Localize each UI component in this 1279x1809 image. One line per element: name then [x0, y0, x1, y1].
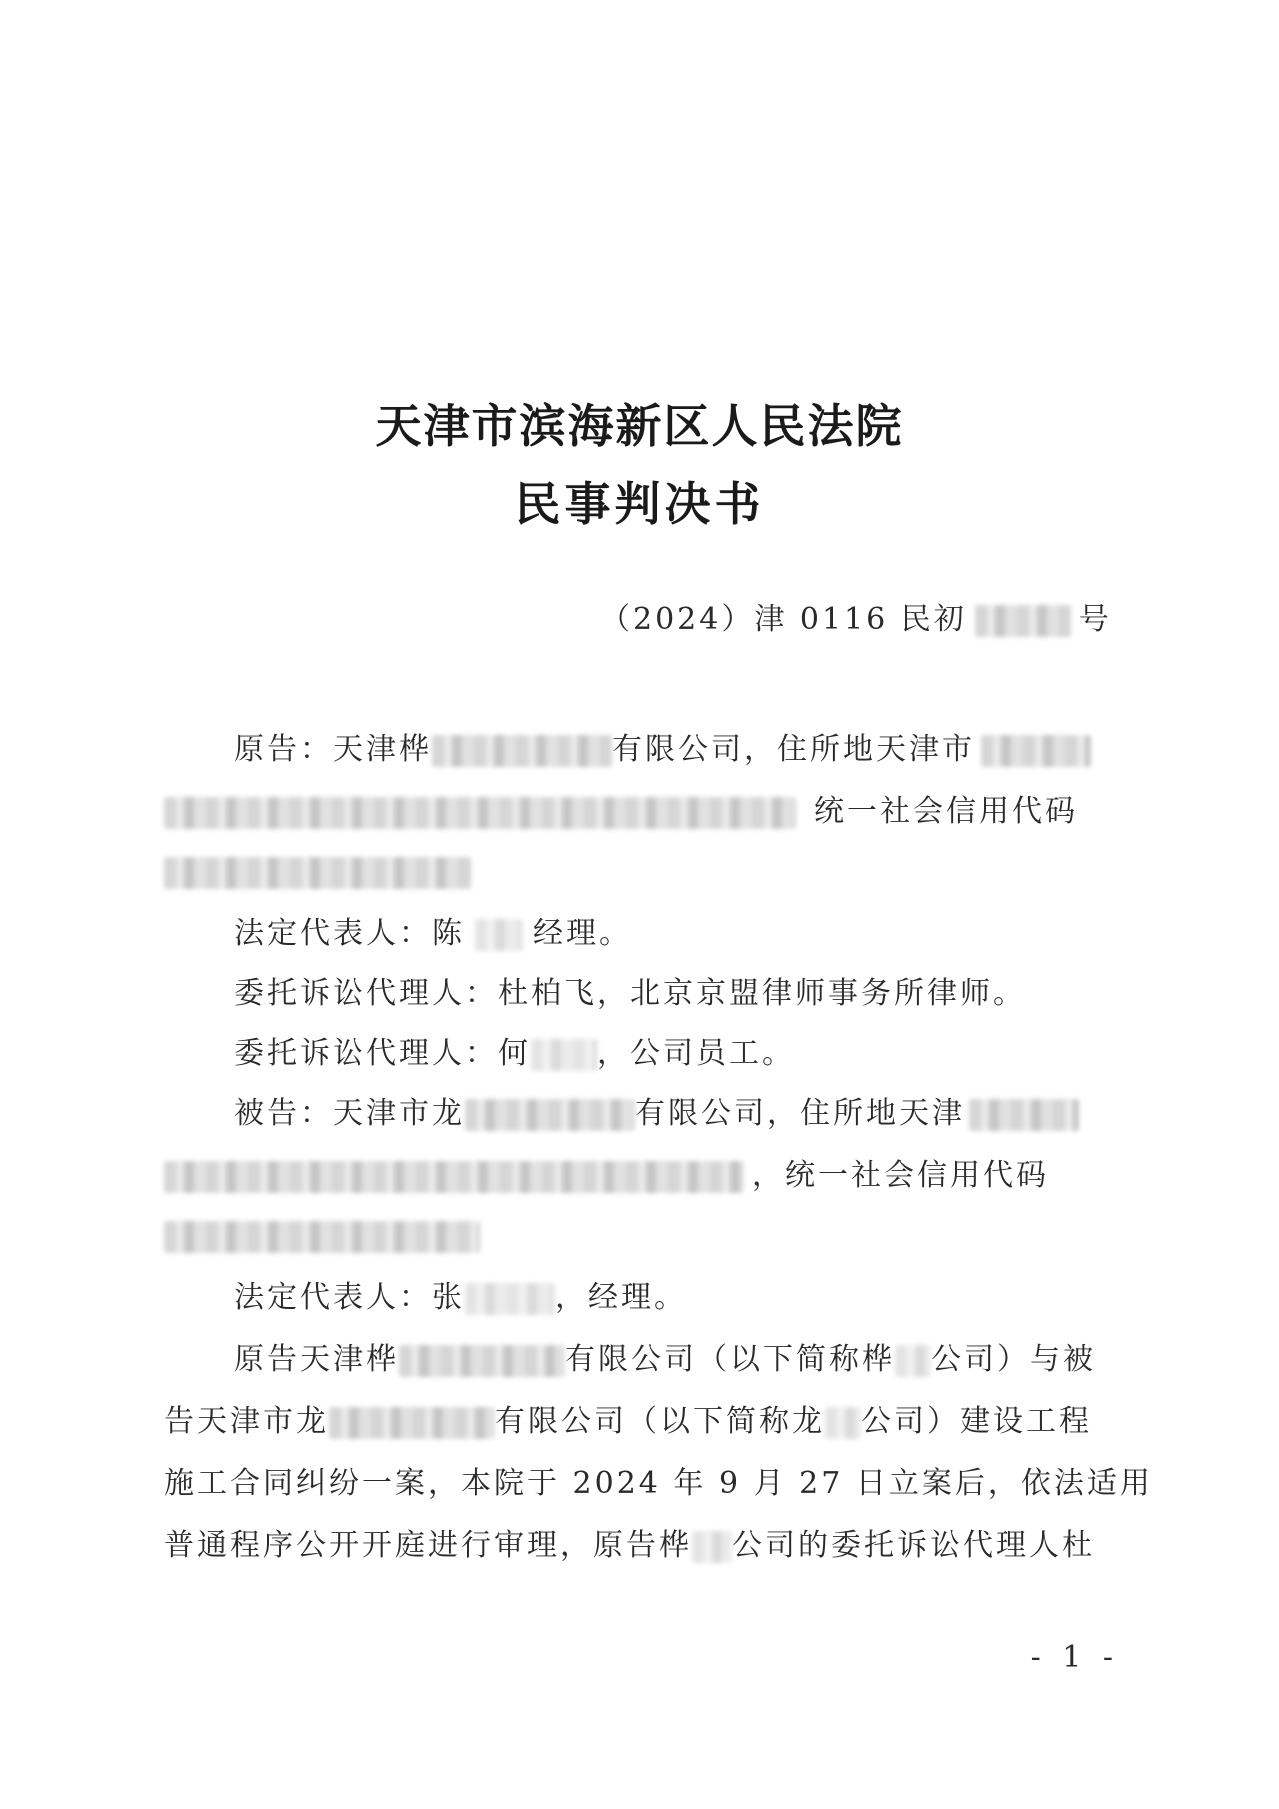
rep-label: 法定代表人：张 [234, 1280, 465, 1315]
redaction-mosaic [432, 735, 612, 767]
redaction-mosaic [164, 1161, 744, 1193]
plaintiff-line-3 [164, 852, 472, 892]
redaction-mosaic [969, 1099, 1079, 1131]
redaction-mosaic [164, 797, 796, 829]
defendant-line-2 [164, 1156, 1049, 1196]
document-type: 民事判决书 [514, 477, 765, 531]
redaction-mosaic [475, 919, 523, 951]
redaction-mosaic [164, 1221, 480, 1253]
body-text: 原告天津桦 [234, 1342, 399, 1377]
agent-role: ，公司员工。 [597, 1036, 795, 1071]
body-text: 公司）建设工程 [861, 1404, 1092, 1439]
body-line-2 [164, 1402, 1092, 1442]
plaintiff-representative [234, 914, 632, 954]
redaction-mosaic [975, 605, 1071, 637]
body-line-3: 施工合同纠纷一案，本院于 2024 年 9 月 27 日立案后，依法适用 [164, 1466, 1153, 1501]
redaction-mosaic [164, 857, 472, 889]
redaction-mosaic [531, 1039, 597, 1071]
agent-label: 委托诉讼代理人：何 [234, 1036, 531, 1071]
defendant-line-3 [164, 1216, 480, 1256]
redaction-mosaic [981, 735, 1091, 767]
redaction-mosaic [825, 1407, 861, 1439]
case-number-prefix: （2024）津 0116 民初 [600, 602, 967, 637]
body-text: 有限公司（以下简称桦 [565, 1342, 895, 1377]
body-line-4 [164, 1526, 1095, 1566]
case-number-suffix: 号 [1078, 602, 1112, 637]
defendant-credit-code-label: ，统一社会信用代码 [752, 1158, 1049, 1193]
redaction-mosaic [692, 1531, 732, 1563]
rep-title: ，经理。 [555, 1280, 687, 1315]
plaintiff-credit-code-label: 统一社会信用代码 [814, 794, 1078, 829]
body-text: 告天津市龙 [164, 1404, 329, 1439]
redaction-mosaic [465, 1099, 635, 1131]
defendant-address-label: 有限公司，住所地天津 [635, 1096, 965, 1131]
body-line-1 [234, 1340, 1096, 1380]
case-number [600, 600, 1112, 640]
defendant-name-start: 被告：天津市龙 [234, 1096, 465, 1131]
body-text: 有限公司（以下简称龙 [495, 1404, 825, 1439]
rep-label: 法定代表人：陈 [234, 916, 465, 951]
plaintiff-line-2 [164, 792, 1078, 832]
plaintiff-agent-2 [234, 1034, 795, 1074]
body-text: 公司）与被 [931, 1342, 1096, 1377]
redaction-mosaic [399, 1345, 565, 1377]
body-text: 普通程序公开开庭进行审理，原告桦 [164, 1528, 692, 1563]
redaction-mosaic [895, 1345, 931, 1377]
court-name: 天津市滨海新区人民法院 [375, 399, 904, 453]
plaintiff-agent-1: 委托诉讼代理人：杜柏飞，北京京盟律师事务所律师。 [234, 976, 1026, 1011]
rep-title: 经理。 [533, 916, 632, 951]
page-number: - 1 - [1030, 1640, 1119, 1675]
redaction-mosaic [465, 1283, 555, 1315]
plaintiff-line-1 [234, 730, 1091, 770]
body-text: 公司的委托诉讼代理人杜 [732, 1528, 1095, 1563]
defendant-representative [234, 1278, 687, 1318]
plaintiff-address-label: 有限公司，住所地天津市 [612, 732, 975, 767]
plaintiff-name-start: 原告：天津桦 [234, 732, 432, 767]
defendant-line-1 [234, 1094, 1079, 1134]
redaction-mosaic [329, 1407, 495, 1439]
